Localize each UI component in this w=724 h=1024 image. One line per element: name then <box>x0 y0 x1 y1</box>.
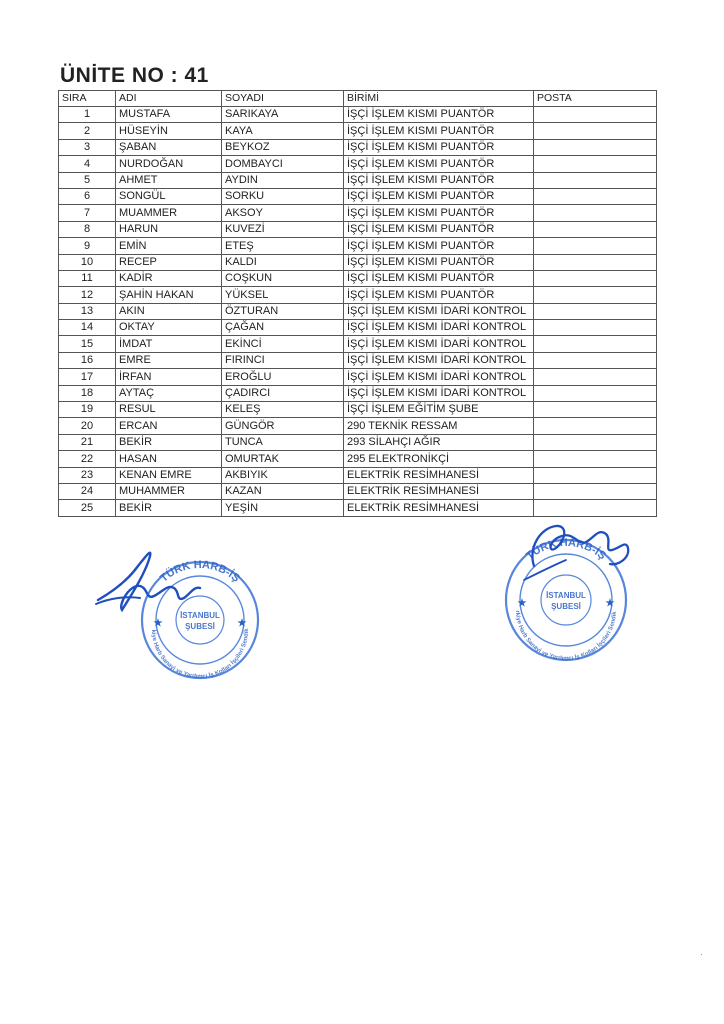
cell-sira: 24 <box>59 483 116 499</box>
cell-birimi: İŞÇİ İŞLEM KISMI PUANTÖR <box>344 254 534 270</box>
cell-sira: 12 <box>59 287 116 303</box>
cell-soyadi: KUVEZİ <box>222 221 344 237</box>
cell-birimi: İŞÇİ İŞLEM KISMI PUANTÖR <box>344 205 534 221</box>
stamp-left-top-text: TÜRK HARB-İŞ <box>158 558 242 585</box>
cell-sira: 22 <box>59 451 116 467</box>
cell-sira: 20 <box>59 418 116 434</box>
cell-adi: RESUL <box>116 402 222 418</box>
scan-speck: · <box>700 950 703 959</box>
cell-adi: RECEP <box>116 254 222 270</box>
cell-adi: BEKİR <box>116 434 222 450</box>
cell-birimi: İŞÇİ İŞLEM KISMI İDARİ KONTROL <box>344 320 534 336</box>
stamp-right-star-icon: ★ <box>517 598 527 609</box>
cell-adi: HÜSEYİN <box>116 123 222 139</box>
cell-birimi: İŞÇİ İŞLEM KISMI PUANTÖR <box>344 238 534 254</box>
cell-sira: 23 <box>59 467 116 483</box>
cell-soyadi: SORKU <box>222 188 344 204</box>
cell-sira: 10 <box>59 254 116 270</box>
cell-soyadi: DOMBAYCI <box>222 156 344 172</box>
cell-adi: MUAMMER <box>116 205 222 221</box>
cell-sira: 2 <box>59 123 116 139</box>
cell-sira: 14 <box>59 320 116 336</box>
cell-birimi: İŞÇİ İŞLEM KISMI PUANTÖR <box>344 221 534 237</box>
cell-adi: EMRE <box>116 352 222 368</box>
cell-sira: 15 <box>59 336 116 352</box>
cell-adi: ŞAHİN HAKAN <box>116 287 222 303</box>
stamp-right-center-line1: İSTANBUL <box>546 591 586 600</box>
cell-birimi: İŞÇİ İŞLEM KISMI PUANTÖR <box>344 188 534 204</box>
cell-birimi: İŞÇİ İŞLEM KISMI PUANTÖR <box>344 270 534 286</box>
cell-adi: HASAN <box>116 451 222 467</box>
cell-sira: 6 <box>59 188 116 204</box>
cell-sira: 19 <box>59 402 116 418</box>
cell-adi: KADİR <box>116 270 222 286</box>
cell-adi: SONGÜL <box>116 188 222 204</box>
cell-adi: ŞABAN <box>116 139 222 155</box>
cell-birimi: İŞÇİ İŞLEM KISMI İDARİ KONTROL <box>344 369 534 385</box>
cell-soyadi: EROĞLU <box>222 369 344 385</box>
cell-birimi: İŞÇİ İŞLEM EĞİTİM ŞUBE <box>344 402 534 418</box>
cell-birimi: İŞÇİ İŞLEM KISMI PUANTÖR <box>344 287 534 303</box>
cell-soyadi: EKİNCİ <box>222 336 344 352</box>
cell-birimi: 293 SİLAHÇI AĞIR <box>344 434 534 450</box>
header-birimi: BİRİMİ <box>344 91 534 107</box>
cell-soyadi: ÇADIRCI <box>222 385 344 401</box>
cell-soyadi: YEŞİN <box>222 500 344 516</box>
cell-sira: 3 <box>59 139 116 155</box>
cell-birimi: İŞÇİ İŞLEM KISMI İDARİ KONTROL <box>344 336 534 352</box>
cell-soyadi: ÇAĞAN <box>222 320 344 336</box>
header-sira: SIRA <box>59 91 116 107</box>
cell-birimi: ELEKTRİK RESİMHANESİ <box>344 483 534 499</box>
cell-sira: 16 <box>59 352 116 368</box>
stamp-right-bottom-text: rkiye Harb Sanayi ve Yardımcı İş Kolları İşçileri Sendik <box>513 610 619 663</box>
stamp-right-top-text: TÜRK HARB-İŞ <box>524 536 608 563</box>
cell-soyadi: TUNCA <box>222 434 344 450</box>
cell-soyadi: GÜNGÖR <box>222 418 344 434</box>
cell-adi: AHMET <box>116 172 222 188</box>
cell-sira: 1 <box>59 107 116 123</box>
cell-adi: KENAN EMRE <box>116 467 222 483</box>
cell-sira: 8 <box>59 221 116 237</box>
header-soyadi: SOYADI <box>222 91 344 107</box>
cell-birimi: İŞÇİ İŞLEM KISMI PUANTÖR <box>344 172 534 188</box>
cell-sira: 11 <box>59 270 116 286</box>
cell-sira: 13 <box>59 303 116 319</box>
cell-soyadi: KELEŞ <box>222 402 344 418</box>
cell-adi: BEKİR <box>116 500 222 516</box>
cell-birimi: İŞÇİ İŞLEM KISMI PUANTÖR <box>344 156 534 172</box>
cell-sira: 5 <box>59 172 116 188</box>
cell-birimi: ELEKTRİK RESİMHANESİ <box>344 500 534 516</box>
cell-soyadi: YÜKSEL <box>222 287 344 303</box>
cell-birimi: 290 TEKNİK RESSAM <box>344 418 534 434</box>
cell-soyadi: KALDI <box>222 254 344 270</box>
cell-soyadi: ETEŞ <box>222 238 344 254</box>
cell-sira: 4 <box>59 156 116 172</box>
cell-adi: MUSTAFA <box>116 107 222 123</box>
cell-soyadi: BEYKOZ <box>222 139 344 155</box>
cell-sira: 18 <box>59 385 116 401</box>
cell-adi: OKTAY <box>116 320 222 336</box>
cell-soyadi: AYDIN <box>222 172 344 188</box>
stamp-left-star-icon-2: ★ <box>237 618 247 629</box>
cell-sira: 25 <box>59 500 116 516</box>
cell-adi: EMİN <box>116 238 222 254</box>
cell-birimi: 295 ELEKTRONİKÇİ <box>344 451 534 467</box>
cell-soyadi: COŞKUN <box>222 270 344 286</box>
cell-adi: İMDAT <box>116 336 222 352</box>
cell-sira: 21 <box>59 434 116 450</box>
cell-soyadi: OMURTAK <box>222 451 344 467</box>
cell-soyadi: FIRINCI <box>222 352 344 368</box>
header-adi: ADI <box>116 91 222 107</box>
svg-text:TÜRK HARB-İŞ <box>158 559 242 585</box>
cell-birimi: ELEKTRİK RESİMHANESİ <box>344 467 534 483</box>
cell-birimi: İŞÇİ İŞLEM KISMI PUANTÖR <box>344 107 534 123</box>
cell-birimi: İŞÇİ İŞLEM KISMI İDARİ KONTROL <box>344 385 534 401</box>
cell-birimi: İŞÇİ İŞLEM KISMI İDARİ KONTROL <box>344 352 534 368</box>
stamp-left-center-line1: İSTANBUL <box>180 611 220 620</box>
cell-adi: AYTAÇ <box>116 385 222 401</box>
cell-adi: İRFAN <box>116 369 222 385</box>
cell-sira: 7 <box>59 205 116 221</box>
cell-birimi: İŞÇİ İŞLEM KISMI İDARİ KONTROL <box>344 303 534 319</box>
cell-birimi: İŞÇİ İŞLEM KISMI PUANTÖR <box>344 123 534 139</box>
cell-soyadi: KAZAN <box>222 483 344 499</box>
cell-birimi: İŞÇİ İŞLEM KISMI PUANTÖR <box>344 139 534 155</box>
stamp-left-star-icon: ★ <box>153 618 163 629</box>
cell-soyadi: AKBIYIK <box>222 467 344 483</box>
stamp-right-star-icon-2: ★ <box>605 598 615 609</box>
header-posta: POSTA <box>534 91 657 107</box>
document-title: ÜNİTE NO : 41 <box>60 64 209 87</box>
stamp-right-center-line2: ŞUBESİ <box>551 602 581 611</box>
cell-soyadi: SARIKAYA <box>222 107 344 123</box>
stamp-left-bottom-text: kiye Harb Sanayi ve Yardımcı İş Kolları İşçileri Sendik <box>149 628 251 681</box>
cell-soyadi: AKSOY <box>222 205 344 221</box>
cell-adi: NURDOĞAN <box>116 156 222 172</box>
stamp-left-center-line2: ŞUBESİ <box>185 622 215 631</box>
cell-adi: MUHAMMER <box>116 483 222 499</box>
cell-soyadi: KAYA <box>222 123 344 139</box>
cell-adi: ERCAN <box>116 418 222 434</box>
cell-adi: AKIN <box>116 303 222 319</box>
cell-sira: 9 <box>59 238 116 254</box>
cell-soyadi: ÖZTURAN <box>222 303 344 319</box>
cell-adi: HARUN <box>116 221 222 237</box>
cell-sira: 17 <box>59 369 116 385</box>
